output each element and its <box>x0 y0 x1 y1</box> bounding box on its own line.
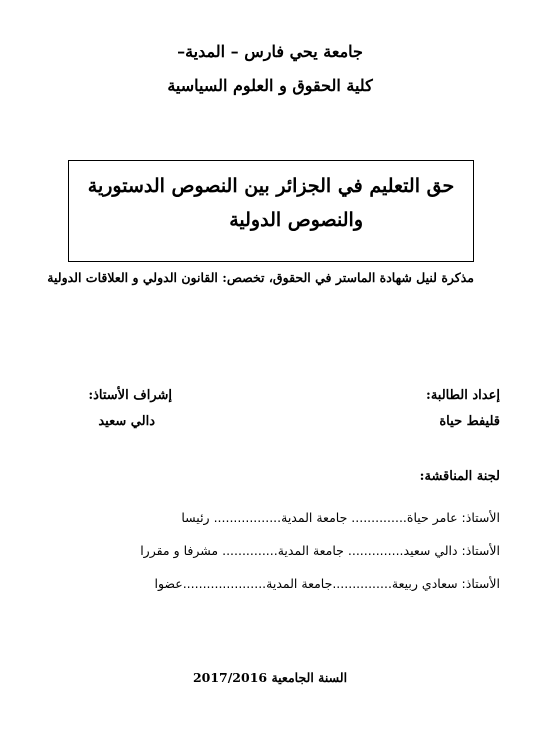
thesis-note: مذكرة لنيل شهادة الماستر في الحقوق، تخصص: القانون الدولي و العلاقات الدولية <box>47 270 474 285</box>
student-name: قليفط حياة <box>439 414 500 429</box>
university-name: جامعة يحي فارس – المدية– <box>177 42 363 61</box>
committee-member: الأستاذ: عامر حياة.............. جامعة المدية................. رئيسا <box>181 510 500 525</box>
supervisor-name: دالي سعيد <box>98 414 155 429</box>
committee-member: الأستاذ: دالي سعيد.............. جامعة المدية.............. مشرفا و مقررا <box>140 543 500 558</box>
prepared-by-label: إعداد الطالبة: <box>426 388 500 403</box>
title-box <box>68 160 474 262</box>
faculty-name: كلية الحقوق و العلوم السياسية <box>167 76 373 95</box>
academic-year: السنة الجامعية 2017/2016 <box>192 670 348 685</box>
supervisor-label: إشراف الأستاذ: <box>88 388 172 403</box>
title-line-1: حق التعليم في الجزائر بين النصوص الدستورية <box>87 175 455 197</box>
committee-member: الأستاذ: سعادي ربيعة...............جامعة المدية.....................عضوا <box>154 576 500 591</box>
committee-label: لجنة المناقشة: <box>419 469 500 484</box>
title-line-2: والنصوص الدولية <box>229 209 363 231</box>
